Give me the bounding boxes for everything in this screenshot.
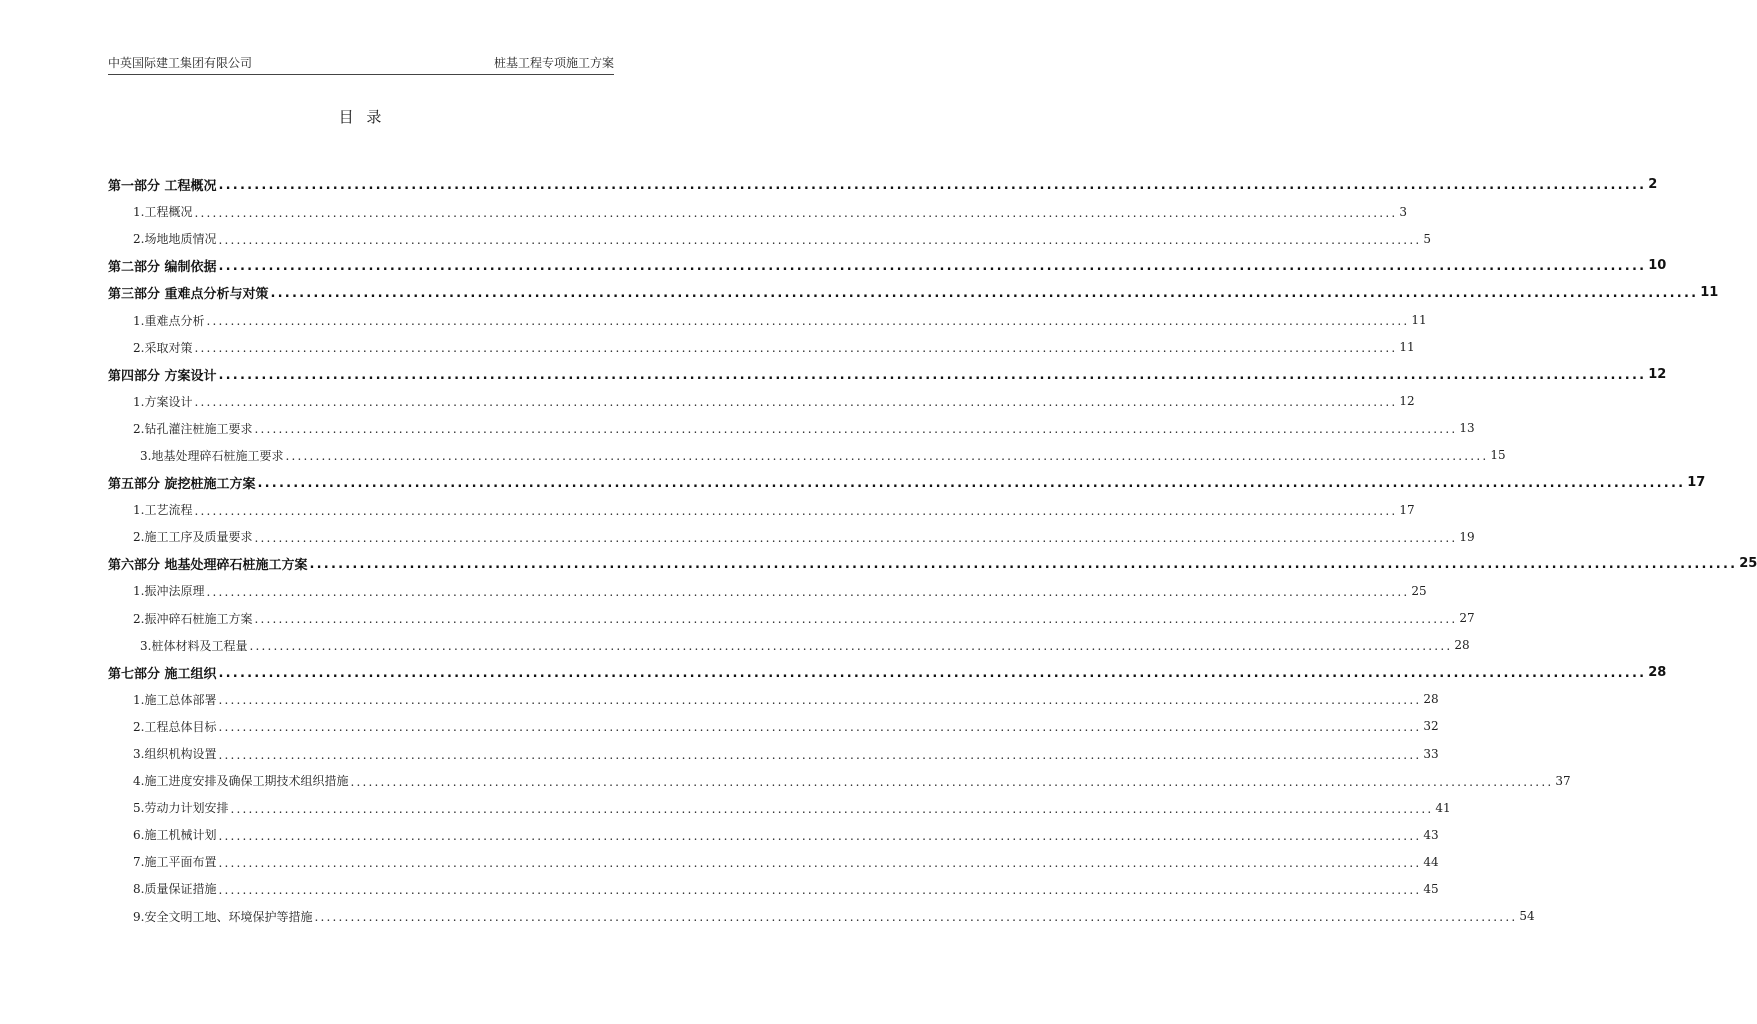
toc-page-number: 11 — [1399, 340, 1415, 355]
header-divider — [108, 74, 614, 75]
toc-leader-dots: ........................................................................................................................................................................................................ — [218, 855, 1422, 870]
toc-leader-dots: ........................................................................................................................................................................................................ — [270, 286, 1699, 302]
toc-page-number: 43 — [1423, 827, 1439, 842]
toc-subsection-entry[interactable] — [108, 388, 1415, 415]
toc-entry-text: 2.工程总体目标 — [133, 719, 217, 734]
toc-entry-text: 2.采取对策 — [133, 340, 193, 355]
toc-subsection-entry[interactable] — [108, 306, 1427, 333]
toc-leader-dots: ........................................................................................................................................................................................................ — [218, 828, 1422, 843]
toc-subsection-entry[interactable] — [108, 442, 1506, 469]
toc-entry-text: 2.钻孔灌注桩施工要求 — [133, 421, 253, 436]
toc-leader-dots: ........................................................................................................................................................................................................ — [254, 422, 1458, 437]
toc-page-number: 10 — [1648, 258, 1667, 274]
toc-entry-text: 5.劳动力计划安排 — [133, 801, 229, 816]
toc-page-number: 45 — [1423, 881, 1439, 896]
toc-subsection-entry[interactable] — [108, 713, 1439, 740]
toc-page-number: 11 — [1700, 285, 1719, 301]
toc-page-number: 27 — [1459, 611, 1475, 626]
toc-leader-dots: ........................................................................................................................................................................................................ — [230, 801, 1434, 816]
toc-leader-dots: ........................................................................................................................................................................................................ — [218, 232, 1422, 247]
toc-entry-text: 第七部分 施工组织 — [108, 666, 217, 682]
toc-leader-dots: ........................................................................................................................................................................................................ — [254, 530, 1458, 545]
toc-leader-dots: ........................................................................................................................................................................................................ — [206, 584, 1410, 599]
toc-page-number: 11 — [1411, 313, 1427, 328]
toc-subsection-entry[interactable] — [108, 225, 1431, 252]
toc-section-entry[interactable] — [108, 171, 1658, 198]
toc-page-number: 17 — [1399, 502, 1415, 517]
toc-entry-text: 第一部分 工程概况 — [108, 179, 217, 195]
toc-entry-text: 1.方案设计 — [133, 394, 193, 409]
toc-entry-text: 3.桩体材料及工程量 — [140, 638, 248, 653]
toc-entry-text: 第三部分 重难点分析与对策 — [108, 287, 269, 303]
toc-entry-text: 9.安全文明工地、环境保护等措施 — [133, 909, 313, 924]
toc-leader-dots: ........................................................................................................................................................................................................ — [218, 747, 1422, 762]
page-header — [108, 52, 614, 72]
toc-subsection-entry[interactable] — [108, 605, 1475, 632]
toc-section-entry[interactable] — [108, 252, 1667, 279]
toc-entry-text: 第四部分 方案设计 — [108, 368, 217, 384]
toc-page-number: 25 — [1739, 556, 1757, 572]
toc-entry-text: 第六部分 地基处理碎石桩施工方案 — [108, 558, 308, 574]
toc-page-number: 32 — [1423, 719, 1439, 734]
toc-entry-text: 1.振冲法原理 — [133, 584, 205, 599]
toc-leader-dots: ........................................................................................................................................................................................................ — [249, 639, 1453, 654]
toc-subsection-entry[interactable] — [108, 496, 1415, 523]
toc-entry-text: 7.施工平面布置 — [133, 855, 217, 870]
toc-entry-text: 6.施工机械计划 — [133, 828, 217, 843]
toc-leader-dots: ........................................................................................................................................................................................................ — [218, 882, 1422, 897]
toc-leader-dots: ........................................................................................................................................................................................................ — [254, 612, 1458, 627]
toc-subsection-entry[interactable] — [108, 523, 1475, 550]
toc-leader-dots: ........................................................................................................................................................................................................ — [218, 367, 1647, 383]
toc-page-number: 28 — [1648, 664, 1667, 680]
toc-leader-dots: ........................................................................................................................................................................................................ — [194, 341, 1398, 356]
toc-entry-text: 1.工艺流程 — [133, 503, 193, 518]
toc-page-number: 28 — [1423, 692, 1439, 707]
toc-page-number: 12 — [1399, 394, 1415, 409]
toc-entry-text: 4.施工进度安排及确保工期技术组织措施 — [133, 774, 349, 789]
toc-page-number: 41 — [1435, 800, 1451, 815]
toc-subsection-entry[interactable] — [108, 767, 1571, 794]
table-of-contents — [108, 171, 1757, 930]
header-company: 中英国际建工集团有限公司 — [108, 55, 253, 70]
toc-leader-dots: ........................................................................................................................................................................................................ — [218, 693, 1422, 708]
toc-page-number: 19 — [1459, 529, 1475, 544]
toc-entry-text: 2.振冲碎石桩施工方案 — [133, 611, 253, 626]
toc-entry-text: 1.工程概况 — [133, 205, 193, 220]
toc-page-number: 28 — [1454, 638, 1470, 653]
toc-subsection-entry[interactable] — [108, 334, 1415, 361]
toc-section-entry[interactable] — [108, 469, 1706, 496]
toc-leader-dots: ........................................................................................................................................................................................................ — [350, 774, 1554, 789]
toc-leader-dots: ........................................................................................................................................................................................................ — [314, 910, 1518, 925]
toc-leader-dots: ........................................................................................................................................................................................................ — [218, 178, 1647, 194]
toc-entry-text: 2.施工工序及质量要求 — [133, 530, 253, 545]
toc-entry-text: 8.质量保证措施 — [133, 882, 217, 897]
toc-page-number: 17 — [1687, 475, 1706, 491]
toc-page-number: 13 — [1459, 421, 1475, 436]
toc-subsection-entry[interactable] — [108, 632, 1470, 659]
toc-page-number: 5 — [1423, 231, 1431, 246]
toc-page-number: 44 — [1423, 854, 1439, 869]
toc-leader-dots: ........................................................................................................................................................................................................ — [309, 557, 1738, 573]
toc-subsection-entry[interactable] — [108, 903, 1535, 930]
toc-page-number: 2 — [1648, 177, 1658, 193]
toc-entry-text: 第二部分 编制依据 — [108, 260, 217, 276]
toc-page-number: 12 — [1648, 366, 1667, 382]
toc-entry-text: 第五部分 旋挖桩施工方案 — [108, 477, 256, 493]
toc-subsection-entry[interactable] — [108, 577, 1427, 604]
toc-leader-dots: ........................................................................................................................................................................................................ — [218, 720, 1422, 735]
toc-subsection-entry[interactable] — [108, 794, 1451, 821]
toc-subsection-entry[interactable] — [108, 821, 1439, 848]
toc-leader-dots: ........................................................................................................................................................................................................ — [285, 449, 1489, 464]
toc-leader-dots: ........................................................................................................................................................................................................ — [194, 205, 1398, 220]
header-doc-title: 桩基工程专项施工方案 — [493, 55, 614, 70]
toc-subsection-entry[interactable] — [108, 198, 1407, 225]
toc-section-entry[interactable] — [108, 659, 1667, 686]
toc-subsection-entry[interactable] — [108, 740, 1439, 767]
toc-subsection-entry[interactable] — [108, 415, 1475, 442]
toc-entry-text: 3.地基处理碎石桩施工要求 — [140, 448, 284, 463]
toc-title: 目 录 — [338, 108, 386, 126]
toc-page-number: 33 — [1423, 746, 1439, 761]
toc-section-entry[interactable] — [108, 279, 1719, 306]
toc-section-entry[interactable] — [108, 550, 1757, 577]
toc-entry-text: 1.施工总体部署 — [133, 692, 217, 707]
toc-leader-dots: ........................................................................................................................................................................................................ — [218, 259, 1647, 275]
toc-leader-dots: ........................................................................................................................................................................................................ — [218, 665, 1647, 681]
toc-entry-text: 2.场地地质情况 — [133, 232, 217, 247]
toc-page-number: 25 — [1411, 583, 1427, 598]
toc-leader-dots: ........................................................................................................................................................................................................ — [194, 395, 1398, 410]
toc-page-number: 3 — [1399, 204, 1407, 219]
toc-page-number: 54 — [1519, 909, 1535, 924]
toc-leader-dots: ........................................................................................................................................................................................................ — [206, 314, 1410, 329]
toc-entry-text: 1.重难点分析 — [133, 313, 205, 328]
toc-subsection-entry[interactable] — [108, 848, 1439, 875]
toc-leader-dots: ........................................................................................................................................................................................................ — [194, 503, 1398, 518]
toc-leader-dots: ........................................................................................................................................................................................................ — [257, 476, 1686, 492]
toc-subsection-entry[interactable] — [108, 686, 1439, 713]
toc-page-number: 15 — [1490, 448, 1506, 463]
toc-entry-text: 3.组织机构设置 — [133, 747, 217, 762]
toc-page-number: 37 — [1555, 773, 1571, 788]
toc-subsection-entry[interactable] — [108, 875, 1439, 902]
toc-section-entry[interactable] — [108, 361, 1667, 388]
